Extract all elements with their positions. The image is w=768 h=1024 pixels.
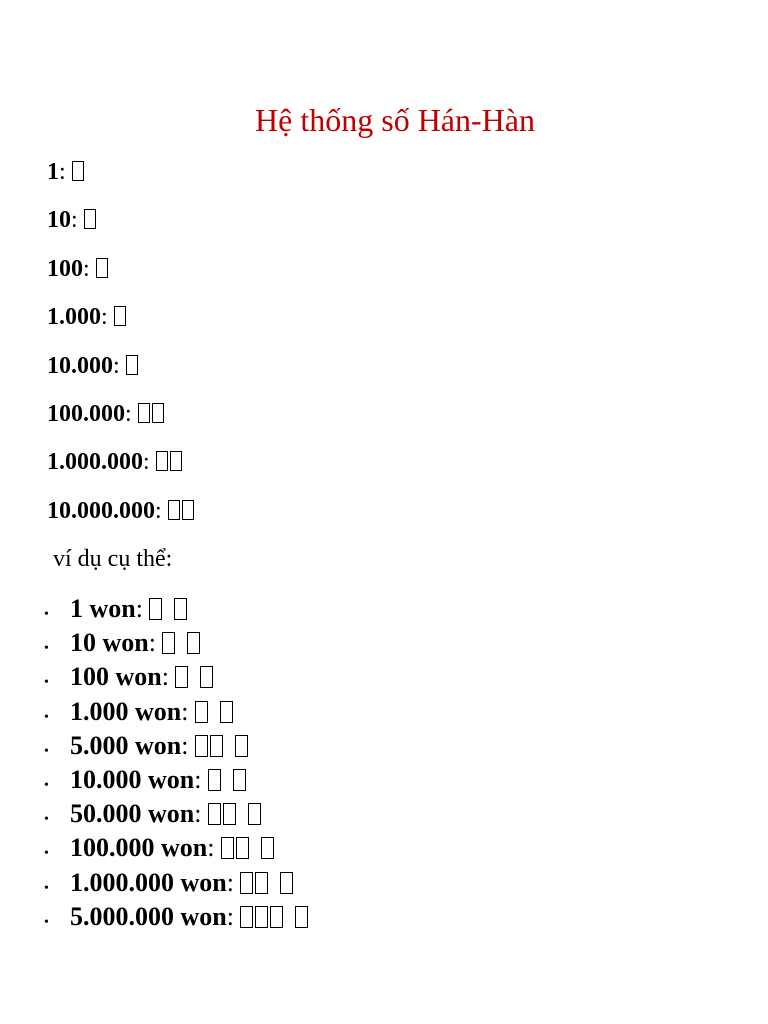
korean-glyphs (72, 155, 86, 189)
numeral-value: 10 (47, 207, 71, 234)
missing-glyph-icon (168, 500, 180, 520)
missing-glyph-icon (126, 355, 138, 375)
examples-list (44, 592, 310, 934)
missing-glyph-icon (233, 769, 246, 791)
example-amount: 10.000 won (70, 764, 195, 794)
list-item (44, 831, 310, 865)
korean-amount-glyphs (208, 763, 223, 797)
bullet-icon: • (44, 743, 49, 759)
missing-glyph-icon (174, 598, 187, 620)
example-amount: 100 won (70, 662, 162, 692)
missing-glyph-icon (84, 209, 96, 229)
example-amount: 1 won (70, 594, 136, 623)
examples-heading: ví dụ cụ thể: (53, 546, 173, 572)
missing-glyph-icon (235, 735, 248, 757)
missing-glyph-icon (72, 161, 84, 181)
korean-amount-glyphs (240, 900, 285, 934)
korean-unit-glyphs (220, 695, 235, 729)
list-item (44, 592, 310, 626)
numeral-row (47, 494, 196, 528)
list-item (44, 729, 310, 763)
missing-glyph-icon (248, 803, 261, 825)
missing-glyph-icon (255, 906, 268, 928)
example-amount: 50.000 won (70, 799, 195, 829)
missing-glyph-icon (255, 872, 268, 894)
missing-glyph-icon (261, 837, 274, 859)
missing-glyph-icon (210, 735, 223, 757)
numeral-separator: : (101, 304, 108, 331)
bullet-icon: • (44, 812, 49, 828)
list-item (44, 763, 310, 797)
page-title: Hệ thống số Hán-Hàn (255, 102, 535, 138)
numeral-separator: : (59, 159, 66, 185)
missing-glyph-icon (114, 306, 126, 326)
numeral-value: 100 (47, 255, 83, 282)
example-separator: : (194, 764, 202, 794)
numeral-separator: : (71, 207, 78, 234)
korean-amount-glyphs (175, 660, 190, 694)
missing-glyph-icon (138, 403, 150, 423)
bullet-icon: • (44, 846, 49, 862)
list-item (44, 900, 310, 934)
list-item (44, 660, 310, 694)
numeral-value: 1 (47, 159, 59, 185)
numeral-separator: : (83, 255, 90, 282)
list-item (44, 626, 310, 660)
example-amount: 10 won (70, 628, 149, 658)
bullet-icon: • (44, 777, 49, 793)
missing-glyph-icon (240, 906, 253, 928)
numeral-value: 10.000.000 (47, 497, 155, 524)
example-separator: : (135, 594, 143, 623)
korean-unit-glyphs (248, 797, 263, 831)
korean-glyphs (138, 397, 166, 431)
numeral-row (47, 397, 196, 431)
korean-amount-glyphs (195, 729, 225, 763)
korean-amount-glyphs (221, 831, 251, 865)
korean-unit-glyphs (200, 660, 215, 694)
missing-glyph-icon (208, 769, 221, 791)
example-amount: 5.000 won (70, 730, 182, 760)
korean-unit-glyphs (187, 626, 202, 660)
bullet-icon: • (44, 607, 49, 622)
missing-glyph-icon (240, 872, 253, 894)
missing-glyph-icon (295, 906, 308, 928)
korean-amount-glyphs (240, 866, 270, 900)
list-item (44, 695, 310, 729)
numeral-row (47, 300, 196, 334)
korean-unit-glyphs (174, 592, 189, 626)
example-separator: : (207, 833, 215, 863)
missing-glyph-icon (175, 666, 188, 688)
numeral-row (47, 349, 196, 383)
missing-glyph-icon (96, 258, 108, 278)
example-separator: : (148, 628, 156, 658)
numeral-row (47, 155, 196, 189)
example-amount: 5.000.000 won (70, 901, 227, 931)
numeral-row (47, 445, 196, 479)
numeral-separator: : (113, 352, 120, 379)
example-separator: : (226, 901, 234, 931)
missing-glyph-icon (152, 403, 164, 423)
missing-glyph-icon (187, 632, 200, 654)
bullet-icon: • (44, 709, 49, 725)
example-separator: : (181, 730, 189, 760)
example-separator: : (161, 662, 169, 692)
missing-glyph-icon (220, 701, 233, 723)
missing-glyph-icon (149, 598, 162, 620)
numeral-row (47, 203, 196, 237)
bullet-icon: • (44, 880, 49, 896)
numeral-row (47, 252, 196, 286)
missing-glyph-icon (280, 872, 293, 894)
missing-glyph-icon (170, 451, 182, 471)
bullet-icon: • (44, 914, 49, 930)
korean-unit-glyphs (235, 729, 250, 763)
korean-glyphs (96, 252, 110, 286)
numeral-value: 100.000 (47, 400, 125, 427)
korean-unit-glyphs (261, 831, 276, 865)
missing-glyph-icon (195, 701, 208, 723)
bullet-icon: • (44, 675, 49, 691)
korean-glyphs (126, 349, 140, 383)
missing-glyph-icon (156, 451, 168, 471)
numeral-value: 1.000.000 (47, 449, 143, 476)
korean-glyphs (168, 494, 196, 528)
example-amount: 1.000.000 won (70, 867, 227, 897)
example-separator: : (226, 867, 234, 897)
korean-amount-glyphs (195, 695, 210, 729)
missing-glyph-icon (223, 803, 236, 825)
korean-unit-glyphs (295, 900, 310, 934)
korean-amount-glyphs (149, 592, 164, 626)
example-amount: 1.000 won (70, 696, 182, 726)
korean-amount-glyphs (162, 626, 177, 660)
korean-unit-glyphs (280, 866, 295, 900)
missing-glyph-icon (208, 803, 221, 825)
numeral-list (47, 155, 196, 542)
numeral-separator: : (155, 497, 162, 524)
example-amount: 100.000 won (70, 833, 208, 863)
missing-glyph-icon (195, 735, 208, 757)
missing-glyph-icon (236, 837, 249, 859)
missing-glyph-icon (200, 666, 213, 688)
numeral-value: 1.000 (47, 304, 101, 331)
list-item (44, 866, 310, 900)
numeral-separator: : (125, 400, 132, 427)
bullet-icon: • (44, 641, 49, 657)
korean-glyphs (156, 445, 184, 479)
korean-glyphs (114, 300, 128, 334)
example-separator: : (181, 696, 189, 726)
numeral-separator: : (143, 449, 150, 476)
missing-glyph-icon (221, 837, 234, 859)
missing-glyph-icon (182, 500, 194, 520)
missing-glyph-icon (270, 906, 283, 928)
korean-unit-glyphs (233, 763, 248, 797)
korean-amount-glyphs (208, 797, 238, 831)
missing-glyph-icon (162, 632, 175, 654)
list-item (44, 797, 310, 831)
korean-glyphs (84, 203, 98, 237)
example-separator: : (194, 799, 202, 829)
numeral-value: 10.000 (47, 352, 113, 379)
